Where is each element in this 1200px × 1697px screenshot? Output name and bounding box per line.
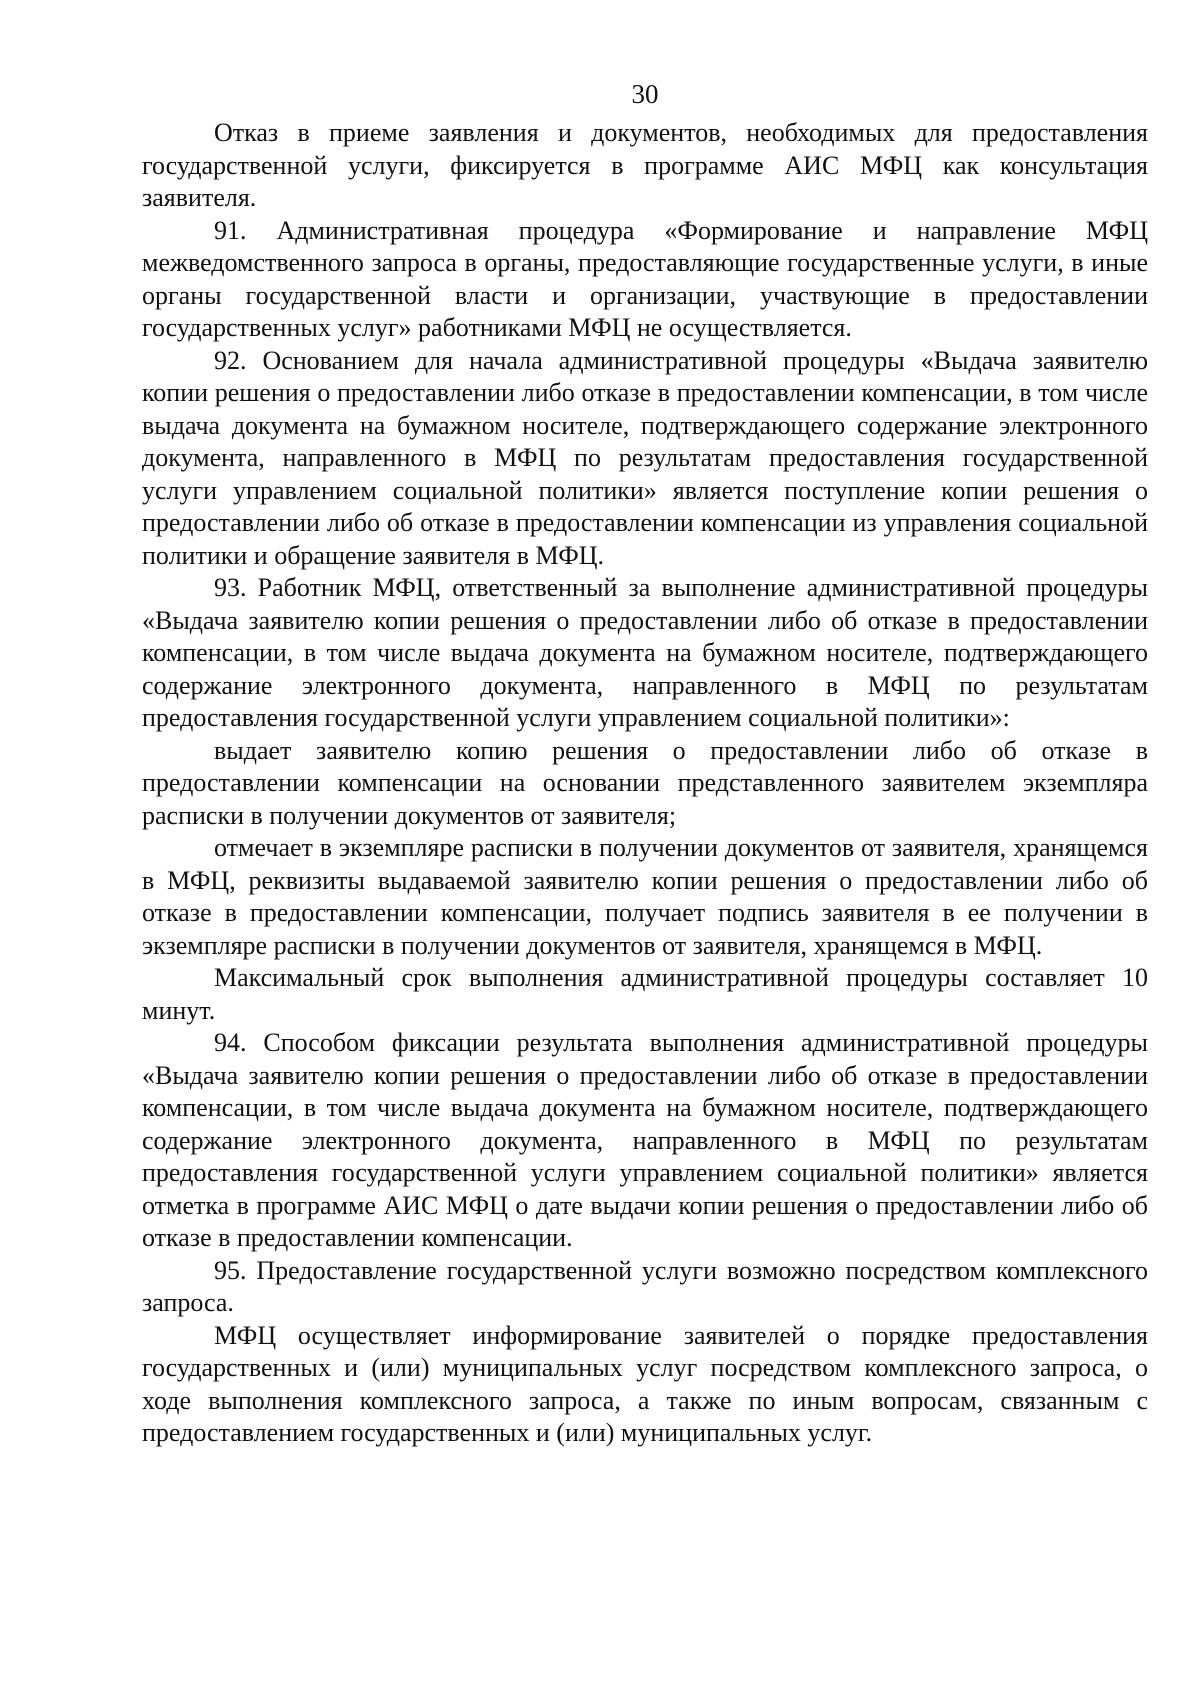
paragraph-94 [142,1027,1148,1255]
paragraph-93-issue-copy [142,735,1148,833]
page-number: 30 [631,79,659,109]
paragraph-text: Максимальный срок выполнения административной процедуры составляет 10 минут. [142,963,1148,1025]
paragraph-text: Способом фиксации результата выполнения административной процедуры «Выдача заявителю копии решения о предоставлении либо об отказе в предоставлении компенсации, в том числе выдача документа на бумажном носителе, подтверждающего содержание электронного документа, направленного в МФЦ по результатам предоставления государственной услуги управлением социальной политики» является отметка в программе АИС МФЦ о дате выдачи копии решения о предоставлении либо об отказе в предоставлении компенсации. [142,1028,1148,1252]
paragraph-91 [142,215,1148,345]
paragraph-text: МФЦ осуществляет информирование заявителей о порядке предоставления государственных и (или) муниципальных услуг посредством комплексного запроса, о ходе выполнения комплексного запроса, а также по иным вопросам, связанным с предоставлением государственных и (или) муниципальных услуг. [142,1320,1148,1447]
clause-number: 91. [214,215,247,245]
paragraph-text: отмечает в экземпляре расписки в получении документов от заявителя, хранящемся в МФЦ, реквизиты выдаваемой заявителю копии решения о предоставлении либо об отказе в предоставлении компенсации, получает подпись заявителя в ее получении в экземпляре расписки в получении документов от заявителя, хранящемся в МФЦ. [142,833,1148,960]
paragraph-text: Работник МФЦ, ответственный за выполнение административной процедуры «Выдача заявителю копии решения о предоставлении либо об отказе в предоставлении компенсации, в том числе выдача документа на бумажном носителе, подтверждающего содержание электронного документа, направленного в МФЦ по результатам предоставления государственной услуги управлением социальной политики»: [142,573,1148,732]
paragraph-93 [142,572,1148,735]
paragraph-refusal-note [142,117,1148,215]
clause-number: 92. [214,345,247,375]
paragraph-92 [142,345,1148,573]
document-body [142,117,1148,1450]
paragraph-95-informing [142,1320,1148,1450]
paragraph-text: Отказ в приеме заявления и документов, необходимых для предоставления государственной услуги, фиксируется в программе АИС МФЦ как консультация заявителя. [142,118,1148,212]
clause-number: 94. [214,1028,247,1057]
paragraph-93-max-time [142,962,1148,1027]
clause-number: 95. [214,1255,247,1285]
paragraph-95 [142,1255,1148,1320]
paragraph-text: выдает заявителю копию решения о предоставлении либо об отказе в предоставлении компенсации на основании представленного заявителем экземпляра расписки в получении документов от заявителя; [142,735,1148,830]
clause-number: 93. [214,573,247,602]
paragraph-text: Предоставление государственной услуги возможно посредством комплексного запроса. [142,1255,1148,1317]
paragraph-93-mark-receipt [142,832,1148,962]
paragraph-text: Административная процедура «Формирование и направление МФЦ межведомственного запроса в органы, предоставляющие государственные услуги, в иные органы государственной власти и организации, участвующие в предоставлении государственных услуг» работниками МФЦ не осуществляется. [142,215,1148,342]
paragraph-text: Основанием для начала административной процедуры «Выдача заявителю копии решения о предоставлении либо отказе в предоставлении компенсации, в том числе выдача документа на бумажном носителе, подтверждающего содержание электронного документа, направленного в МФЦ по результатам предоставления государственной услуги управлением социальной политики» является поступление копии решения о предоставлении либо об отказе в предоставлении компенсации из управления социальной политики и обращение заявителя в МФЦ. [142,345,1149,570]
